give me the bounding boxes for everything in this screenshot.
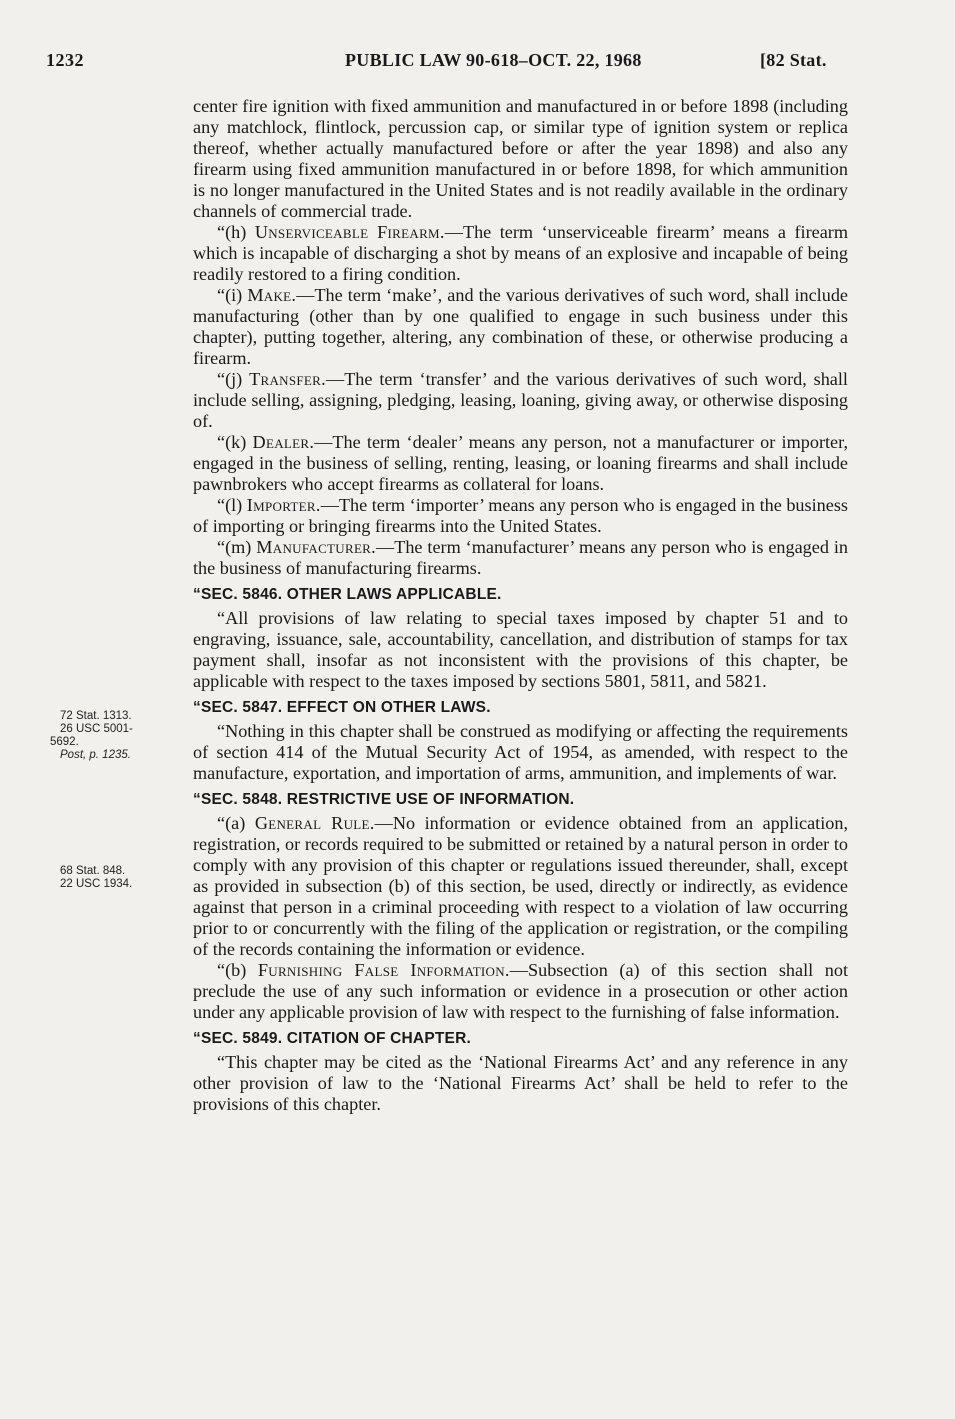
- margin-note-2: [60, 865, 172, 891]
- section-heading-5849: “SEC. 5849. CITATION OF CHAPTER.: [193, 1030, 471, 1047]
- subsection-heading: General Rule.: [254, 813, 375, 833]
- subsection-i: “(i) Make.—The term ‘make’, and the various derivatives of such word, shall include manufacturing (other than by one qualified to engage in such business under this chapter), putting together, altering, any combination of these, or otherwise producing a firearm.: [193, 285, 848, 368]
- margin-note-line: Post, p. 1235.: [60, 749, 131, 761]
- subsection-b: “(b) Furnishing False Information.—Subsection (a) of this section shall not preclude the use of any such information or evidence in a prosecution or other action under any applicable provision of law with respect to the furnishing of false information.: [193, 960, 849, 1022]
- margin-note-line: 72 Stat. 1313.: [60, 710, 132, 722]
- subsection-l: “(l) Importer.—The term ‘importer’ means any person who is engaged in the business of importing or bringing firearms into the United States.: [193, 495, 848, 536]
- page-number: 1232: [46, 50, 84, 70]
- body-text: [193, 96, 848, 1115]
- margin-note-line: 26 USC 5001-: [60, 723, 133, 735]
- margin-note-line: 5692.: [50, 736, 79, 748]
- subsection-heading: Manufacturer.: [256, 537, 377, 557]
- margin-note-line: 68 Stat. 848.: [60, 865, 126, 877]
- subsection-heading: Dealer.: [252, 432, 315, 452]
- paragraph-continued: center fire ignition with fixed ammunition and manufactured in or before 1898 (including any matchlock, flintlock, percussion cap, or similar type of ignition system or replica thereof, whether actually manufactured before or after the year 1898) and also any firearm using fixed ammunition manufactured in or before 1898, for which ammunition is no longer manufactured in the United States and is not readily available in the ordinary channels of commercial trade.: [193, 96, 848, 221]
- section-heading-5846: “SEC. 5846. OTHER LAWS APPLICABLE.: [193, 586, 502, 603]
- margin-note-line: 22 USC 1934.: [60, 878, 133, 890]
- section-text-5847: “Nothing in this chapter shall be construed as modifying or affecting the requirements of section 414 of the Mutual Security Act of 1954, as amended, with respect to the manufacture, exportation, and importation of arms, ammunition, and implements of war.: [193, 721, 848, 783]
- subsection-heading: Importer.: [246, 495, 321, 515]
- stat-reference: [82 Stat.: [760, 50, 827, 70]
- subsection-j: “(j) Transfer.—The term ‘transfer’ and the various derivatives of such word, shall include selling, assigning, pledging, leasing, loaning, giving away, or otherwise disposing of.: [193, 369, 848, 431]
- section-heading-5847: “SEC. 5847. EFFECT ON OTHER LAWS.: [193, 699, 491, 716]
- subsection-k: “(k) Dealer.—The term ‘dealer’ means any person, not a manufacturer or importer, engaged in the business of selling, renting, leasing, or loaning firearms and shall include pawnbrokers who accept firearms as collateral for loans.: [193, 432, 849, 494]
- subsection-a: “(a) General Rule.—No information or evidence obtained from an application, registration, or records required to be submitted or retained by a natural person in order to comply with any provision of this chapter or regulations issued thereunder, shall, except as provided in subsection (b) of this section, be used, directly or indirectly, as evidence against that person in a criminal proceeding with respect to a violation of law occurring prior to or concurrently with the filing of the application or registration, or the compiling of the records containing the information or evidence.: [193, 813, 848, 959]
- section-heading-5848: “SEC. 5848. RESTRICTIVE USE OF INFORMATION.: [193, 791, 575, 808]
- running-title: PUBLIC LAW 90-618–OCT. 22, 1968: [345, 50, 642, 70]
- subsection-h: “(h) Unserviceable Firearm.—The term ‘unserviceable firearm’ means a firearm which is incapable of discharging a shot by means of an explosive and incapable of being readily restored to a firing condition.: [193, 222, 849, 284]
- subsection-heading: Make.: [247, 285, 297, 305]
- subsection-heading: Furnishing False Information.: [257, 960, 510, 980]
- section-text-5846: “All provisions of law relating to special taxes imposed by chapter 51 and to engraving, issuance, sale, accountability, cancellation, and distribution of stamps for tax payment shall, insofar as not inconsistent with the provisions of this chapter, be applicable with respect to the taxes imposed by sections 5801, 5811, and 5821.: [193, 608, 848, 691]
- subsection-m: “(m) Manufacturer.—The term ‘manufacturer’ means any person who is engaged in the business of manufacturing firearms.: [193, 537, 848, 578]
- section-text-5849: “This chapter may be cited as the ‘National Firearms Act’ and any reference in any other provision of law to the ‘National Firearms Act’ shall be held to refer to the provisions of this chapter.: [193, 1052, 848, 1114]
- subsection-heading: Transfer.: [249, 369, 326, 389]
- margin-note-1: [50, 710, 172, 762]
- subsection-heading: Unserviceable Firearm.: [254, 222, 445, 242]
